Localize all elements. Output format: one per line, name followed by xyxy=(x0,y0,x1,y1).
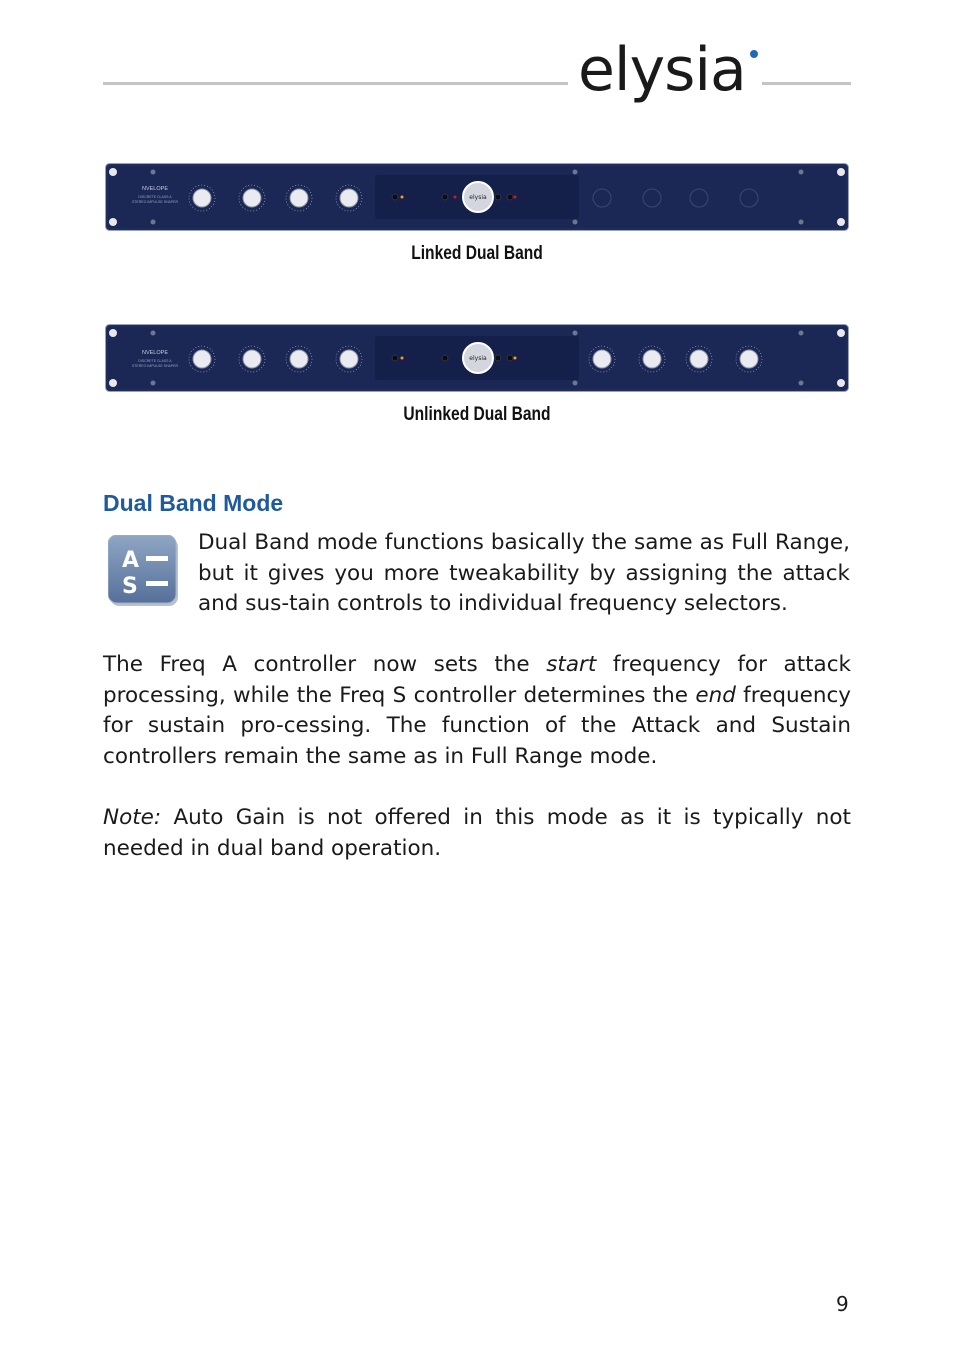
rack-unit-linked xyxy=(105,163,849,231)
unit-sub2: STEREO IMPULSE SHAPER xyxy=(131,364,179,368)
unit-name: NVELOPE xyxy=(142,350,168,356)
figure-caption-unlinked: Unlinked Dual Band xyxy=(403,404,551,425)
unit-sub1: DISCRETE CLASS A xyxy=(138,359,172,363)
section-title: Dual Band Mode xyxy=(103,490,284,516)
header-rule-left xyxy=(103,82,568,85)
rack-panel-linked-image xyxy=(105,163,849,231)
logo-dot-icon xyxy=(750,50,758,58)
rack-unit-unlinked xyxy=(105,324,849,392)
unit-sub1: DISCRETE CLASS A xyxy=(138,195,172,199)
svg-text:elysia: elysia xyxy=(469,355,487,362)
paragraph-freq: The Freq A controller now sets the start frequency for attack processing, while the Freq S controller determines the end frequency for sustain pro-cessing. The function of the Attack and Sustain controllers remain the same as in Full Range mode. xyxy=(103,652,852,769)
paragraph-intro: Dual Band mode functions basically the same as Full Range, but it gives you more tweakability by assigning the attack and sus-tain controls to individual frequency selectors. xyxy=(198,530,850,616)
svg-text:A: A xyxy=(122,548,140,573)
header-rule-right xyxy=(762,82,851,85)
unit-sub2: STEREO IMPULSE SHAPER xyxy=(131,200,179,204)
paragraph-note: Note: Auto Gain is not offered in this mode as it is typically not needed in dual band operation. xyxy=(103,805,851,861)
page-number: 9 xyxy=(836,1292,849,1316)
figure-caption-linked: Linked Dual Band xyxy=(411,243,543,264)
elysia-logo: elysia xyxy=(578,35,746,105)
unit-name: NVELOPE xyxy=(142,186,168,192)
rack-panel-unlinked-image xyxy=(105,324,849,392)
svg-text:S: S xyxy=(122,574,138,599)
svg-text:elysia: elysia xyxy=(469,194,487,201)
attack-sustain-icon xyxy=(108,535,180,609)
